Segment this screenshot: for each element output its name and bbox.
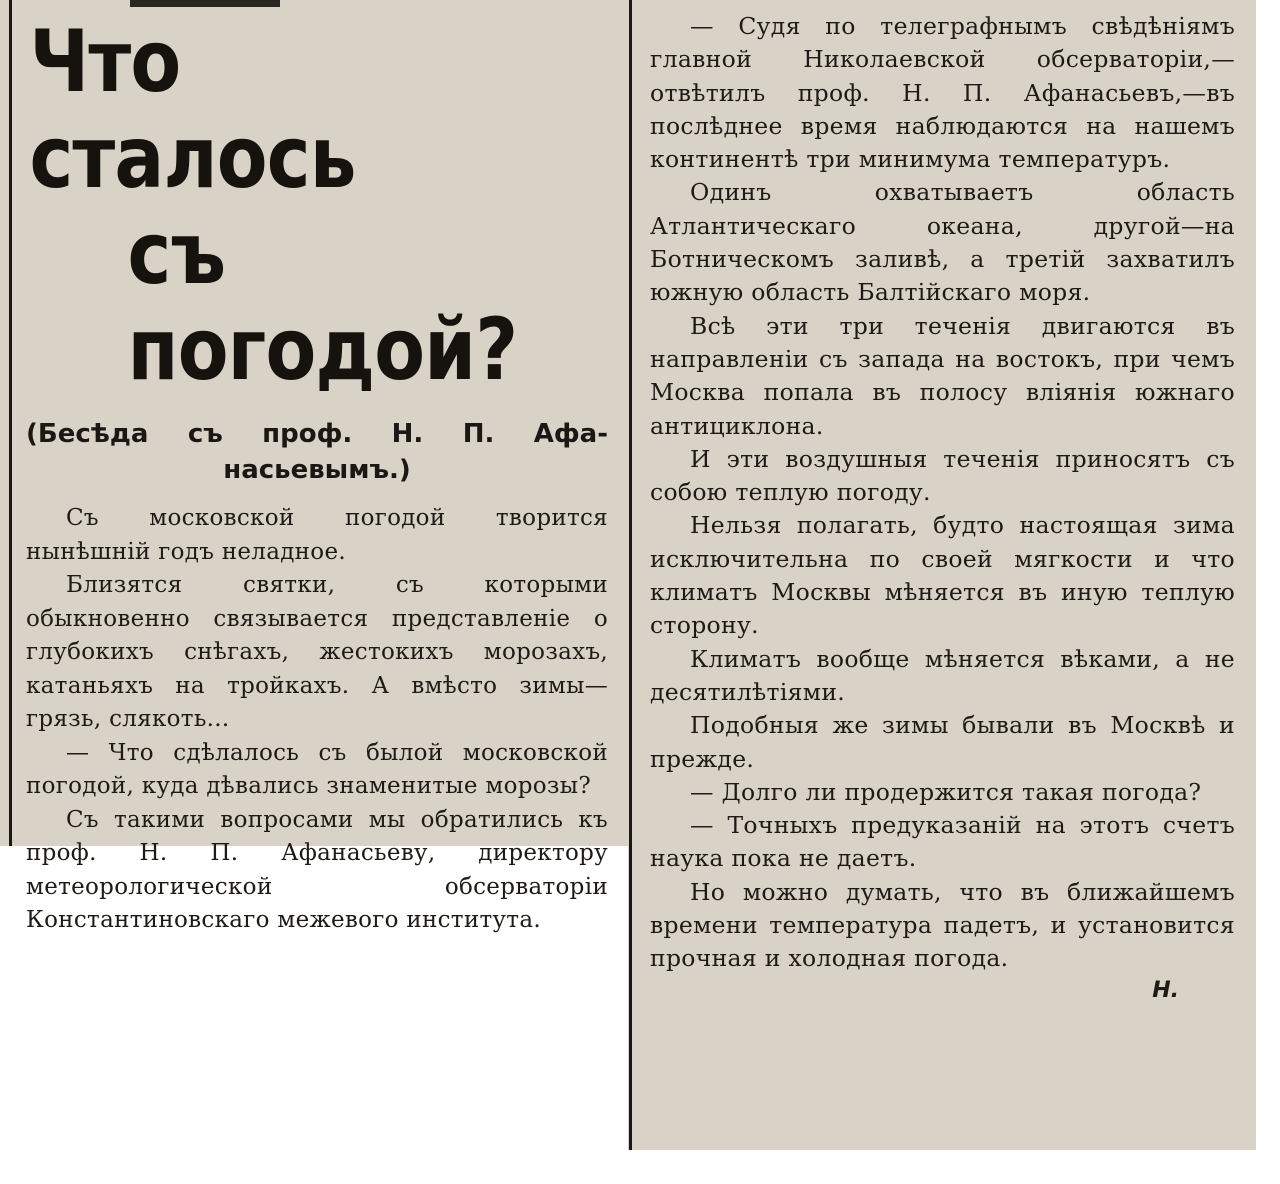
right-paragraph-8: — Долго ли продержится такая погода? (690, 777, 1202, 806)
headline (26, 14, 527, 398)
right-paragraph-3: Всѣ эти три теченія двигаются въ направленіи съ запада на востокъ, при чемъ Москва попала въ полосу вліянія южнаго антициклона. (650, 311, 1235, 440)
right-paragraph-4: И эти воздушныя теченія приносятъ съ собою теплую погоду. (650, 444, 1235, 507)
left-column-rule (9, 0, 12, 846)
subheadline-line-1: (Бесѣда съ проф. Н. П. Афа- (26, 419, 608, 449)
right-paragraph-7: Подобныя же зимы бывали въ Москвѣ и прежде. (650, 711, 1235, 773)
right-paragraph-5: Нельзя полагать, будто настоящая зима исключительна по своей мягкости и что климатъ Москвы мѣняется въ иную теплую сторону. (650, 511, 1235, 640)
subheadline (26, 416, 608, 488)
right-paragraph-2: Одинъ охватываетъ область Атлантическаго океана, другой—на Ботническомъ заливѣ, а третій захватилъ южную область Балтійскаго моря. (650, 178, 1235, 307)
left-paragraph-1: Съ московской погодой творится нынѣшній годъ неладное. (26, 505, 608, 565)
right-paragraph-10: Но можно думать, что въ ближайшемъ времени температура падетъ, и установится прочная и холодная погода. (650, 877, 1235, 973)
subheadline-line-2: насьевымъ.) (223, 455, 411, 485)
headline-line-1: Что сталось (29, 12, 356, 208)
left-column (26, 14, 608, 938)
right-paragraph-1: — Судя по телеграфнымъ свѣдѣніямъ главной Николаевской обсерваторіи,—отвѣтилъ проф. Н. П. Афанасьевъ,—въ послѣднее время наблюдаются на нашемъ континентѣ три минимума температуръ. (650, 12, 1235, 174)
right-paragraph-9: — Точныхъ предуказаній на этотъ счетъ наука пока не даетъ. (650, 811, 1235, 873)
left-paragraph-3: — Что сдѣлалось съ былой московской погодой, куда дѣвались знаменитые морозы? (26, 739, 608, 799)
right-column (650, 10, 1235, 1003)
author-signature: Н. (1152, 977, 1179, 1003)
top-border-fragment (130, 0, 280, 7)
left-paragraph-2: Близятся святки, съ которыми обыкновенно связывается представленіе о глубокихъ снѣгахъ, жестокихъ морозахъ, катаньяхъ на тройкахъ. А вмѣсто зимы—грязь, слякоть... (26, 572, 608, 732)
column-divider-rule (629, 0, 632, 1150)
headline-line-2: съ погодой? (127, 204, 518, 400)
left-paragraph-4: Съ такими вопросами мы обратились къ проф. Н. П. Афанасьеву, директору метеорологической обсерваторіи Константиновскаго межевого института. (26, 806, 608, 933)
right-paragraph-6: Климатъ вообще мѣняется вѣками, а не десятилѣтіями. (650, 644, 1235, 706)
